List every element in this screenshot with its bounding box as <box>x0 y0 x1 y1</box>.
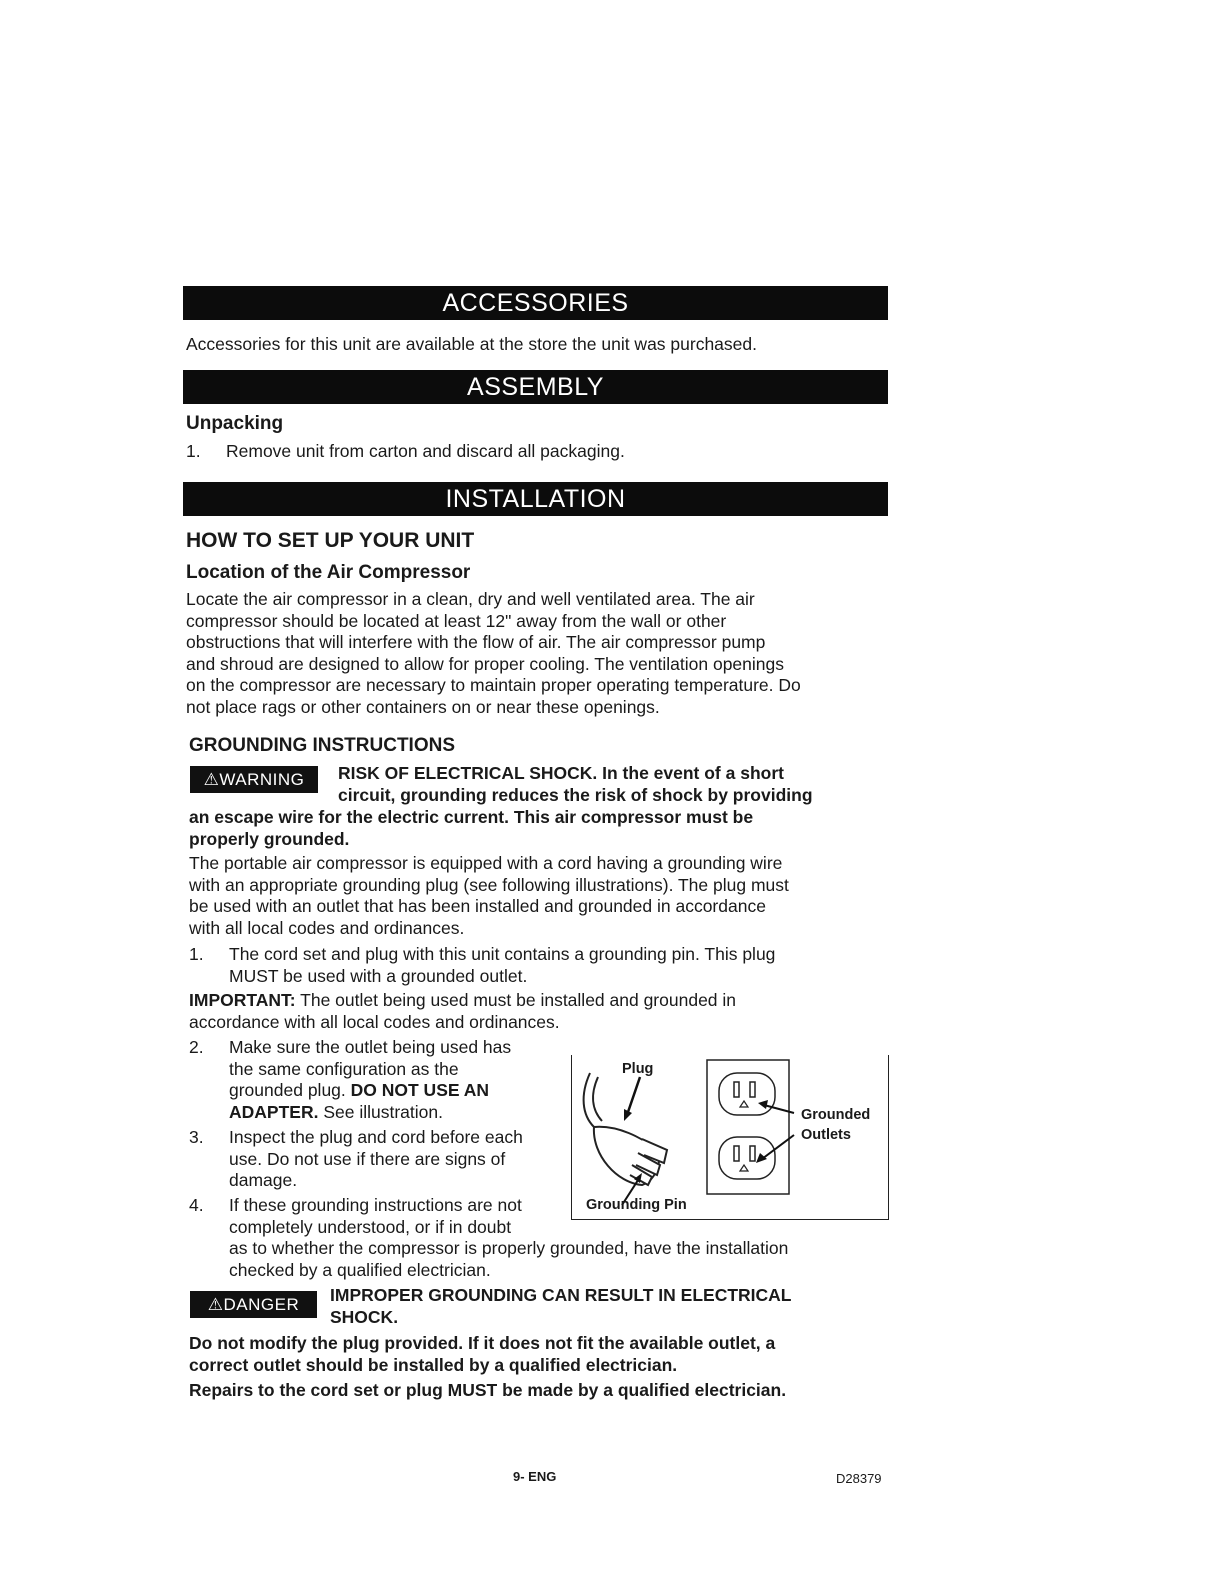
location-paragraph: Locate the air compressor in a clean, dry and well ventilated area. The air compressor should be located at least 12" away from the wall or other obstructions that will interfere with the flow of air. The air compressor pump and shroud are designed to allow for proper cooling. The ventilation openings on the compressor are necessary to maintain proper operating temperature. Do not place rags or other containers on or near these openings. <box>186 589 801 717</box>
lower-slot-left <box>734 1146 739 1161</box>
lower-outlet-icon <box>719 1137 775 1179</box>
plug-arrow <box>627 1077 640 1115</box>
closing-line-1: Do not modify the plug provided. If it does not fit the available outlet, a <box>189 1333 776 1353</box>
grounding-illustration <box>571 1055 889 1220</box>
danger-line-2: SHOCK. <box>330 1307 399 1327</box>
warning-line-2: circuit, grounding reduces the risk of shock by providing <box>338 785 813 805</box>
assembly-heading: ASSEMBLY <box>183 370 888 404</box>
installation-heading: INSTALLATION <box>183 482 888 516</box>
closing-line-3: Repairs to the cord set or plug MUST be made by a qualified electrician. <box>189 1380 787 1400</box>
unpacking-step-text: Remove unit from carton and discard all packaging. <box>226 441 625 461</box>
plug-label: Plug <box>622 1061 654 1077</box>
item-3-text: Inspect the plug and cord before each use. Do not use if there are signs of damage. <box>229 1127 523 1190</box>
cord-line-inner <box>593 1077 602 1121</box>
grounded-label: Grounded <box>801 1107 871 1123</box>
document-code: D28379 <box>836 1471 882 1486</box>
upper-slot-right <box>750 1082 755 1097</box>
item-2-text: Make sure the outlet being used has the same configuration as the grounded plug. DO NOT USE AN ADAPTER. See illustration. <box>229 1037 512 1122</box>
upper-slot-left <box>734 1082 739 1097</box>
upper-outlet-icon <box>719 1073 775 1115</box>
page-number: 9- ENG <box>513 1469 557 1484</box>
setup-title: HOW TO SET UP YOUR UNIT <box>186 529 475 552</box>
lower-slot-right <box>750 1146 755 1161</box>
warning-line-3: an escape wire for the electric current. This air compressor must be <box>189 807 754 827</box>
unpacking-step-number: 1. <box>186 441 201 461</box>
unpacking-heading: Unpacking <box>186 413 284 434</box>
grounding-intro: The portable air compressor is equipped with a cord having a grounding wire with an appropriate grounding plug (see following illustrations). The plug must be used with an outlet that has been installed and grounded in accordance with all local codes and ordinances. <box>189 853 789 938</box>
item-1-number: 1. <box>189 944 204 964</box>
item-2-number: 2. <box>189 1037 204 1057</box>
important-note: IMPORTANT: The outlet being used must be installed and grounded in accordance with all local codes and ordinances. <box>189 990 737 1032</box>
item-3-number: 3. <box>189 1127 204 1147</box>
grounding-pin-label: Grounding Pin <box>586 1197 687 1213</box>
warning-badge: ⚠WARNING <box>190 766 318 793</box>
grounding-heading: GROUNDING INSTRUCTIONS <box>189 735 455 756</box>
closing-line-2: correct outlet should be installed by a qualified electrician. <box>189 1355 678 1375</box>
warning-line-4: properly grounded. <box>189 829 350 849</box>
accessories-heading: ACCESSORIES <box>183 286 888 320</box>
warning-line-1: RISK OF ELECTRICAL SHOCK. In the event of a short <box>338 763 784 783</box>
outlets-label: Outlets <box>801 1127 851 1143</box>
item-1-text: The cord set and plug with this unit contains a grounding pin. This plug MUST be used with a grounded outlet. <box>229 944 776 986</box>
item-4-number: 4. <box>189 1195 204 1215</box>
danger-line-1: IMPROPER GROUNDING CAN RESULT IN ELECTRICAL <box>330 1285 792 1305</box>
location-heading: Location of the Air Compressor <box>186 562 471 583</box>
item-4-text: If these grounding instructions are not completely understood, or if in doubt as to whether the compressor is properly grounded, have the installation checked by a qualified electrician. <box>229 1195 789 1280</box>
accessories-text: Accessories for this unit are available at the store the unit was purchased. <box>186 334 757 354</box>
danger-badge: ⚠DANGER <box>190 1291 317 1318</box>
